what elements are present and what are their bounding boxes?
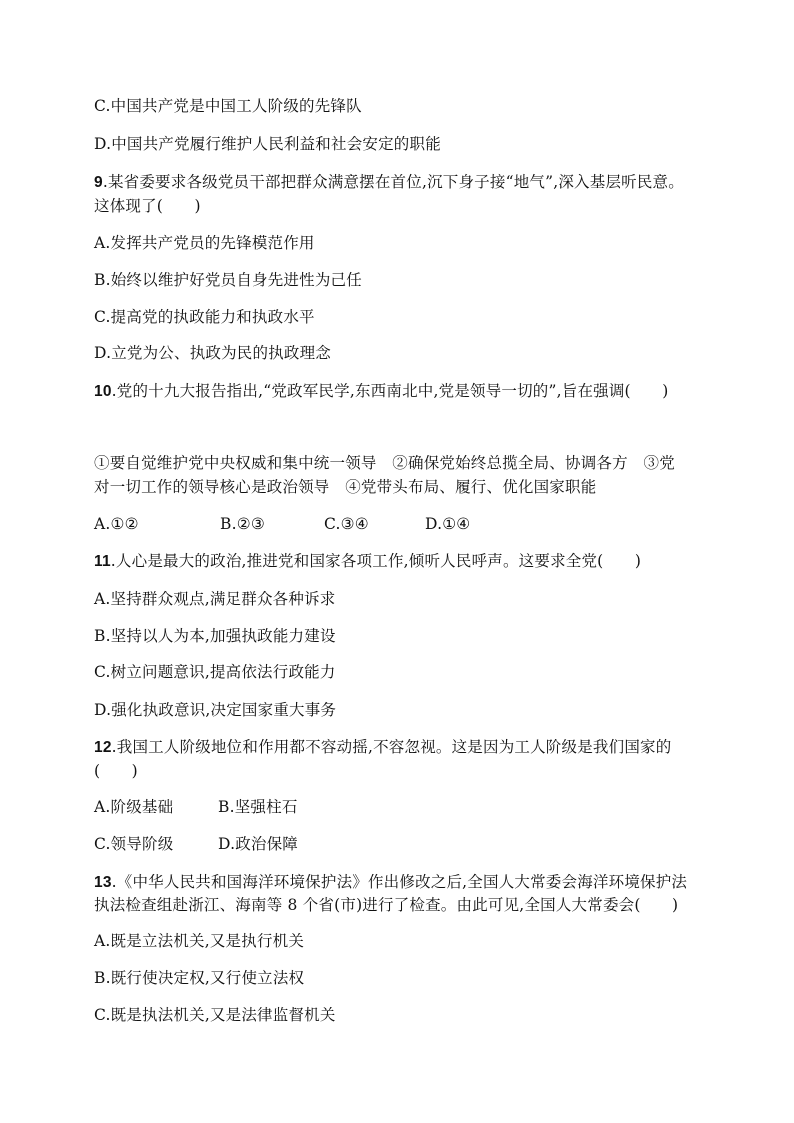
question-12-options-row1 xyxy=(94,797,298,817)
question-12-stem-line2: ( ) xyxy=(94,762,138,780)
question-10-option-d: D.①④ xyxy=(425,515,471,533)
question-12-option-d: D.政治保障 xyxy=(218,835,299,853)
question-12-option-b: B.坚强柱石 xyxy=(218,798,298,816)
question-12-stem-line1: .我国工人阶级地位和作用都不容动摇,不容忽视。这是因为工人阶级是我们国家的 xyxy=(111,738,672,756)
question-11-option-d: D.强化执政意识,决定国家重大事务 xyxy=(94,701,337,719)
question-9-stem-line1: .某省委要求各级党员干部把群众满意摆在首位,沉下身子接“地气”,深入基层听民意。 xyxy=(102,173,684,191)
question-10-option-b: B.②③ xyxy=(220,515,265,533)
question-13-stem-line1: .《中华人民共和国海洋环境保护法》作出修改之后,全国人大常委会海洋环境保护法 xyxy=(111,873,688,891)
question-9-stem-line2: 这体现了( ) xyxy=(94,197,201,215)
question-11-option-b: B.坚持以人为本,加强执政能力建设 xyxy=(94,627,336,645)
question-10-items-line1: ①要自觉维护党中央权威和集中统一领导 ②确保党始终总揽全局、协调各方 ③党 xyxy=(94,454,675,472)
question-9-number: 9 xyxy=(94,174,103,191)
question-13-option-a: A.既是立法机关,又是执行机关 xyxy=(94,932,305,950)
question-11-option-c: C.树立问题意识,提高依法行政能力 xyxy=(94,663,336,681)
question-10-stem xyxy=(94,381,668,402)
question-11-option-a: A.坚持群众观点,满足群众各种诉求 xyxy=(94,590,336,608)
question-9-stem xyxy=(94,172,684,193)
question-12-options-row2 xyxy=(94,834,298,854)
question-12-number: 12 xyxy=(94,739,112,756)
question-11-number: 11 xyxy=(94,553,111,570)
question-10-options xyxy=(94,514,470,534)
question-9-option-b: B.始终以维护好党员自身先进性为己任 xyxy=(94,271,362,289)
question-9-option-c: C.提高党的执政能力和执政水平 xyxy=(94,308,315,326)
question-11-stem-text: .人心是最大的政治,推进党和国家各项工作,倾听人民呼声。这要求全党( ) xyxy=(110,552,642,570)
question-13-option-c: C.既是执法机关,又是法律监督机关 xyxy=(94,1006,336,1024)
question-13-number: 13 xyxy=(94,874,112,891)
question-10-number: 10 xyxy=(94,383,112,400)
question-12-option-c: C.领导阶级 xyxy=(94,835,174,853)
question-10-items-line2: 对一切工作的领导核心是政治领导 ④党带头布局、履行、优化国家职能 xyxy=(94,478,597,496)
question-13-stem-line2: 执法检查组赴浙江、海南等 8 个省(市)进行了检查。由此可见,全国人大常委会( ) xyxy=(94,896,679,914)
option-d-prev: D.中国共产党履行维护人民利益和社会安定的职能 xyxy=(94,135,441,153)
question-10-option-c: C.③④ xyxy=(324,515,369,533)
question-13-stem xyxy=(94,872,687,893)
question-9-option-a: A.发挥共产党员的先锋模范作用 xyxy=(94,234,315,252)
question-12-option-a: A.阶级基础 xyxy=(94,798,174,816)
question-10-option-a: A.①② xyxy=(94,515,139,533)
option-c-prev: C.中国共产党是中国工人阶级的先锋队 xyxy=(94,97,362,115)
question-9-option-d: D.立党为公、执政为民的执政理念 xyxy=(94,344,332,362)
question-13-option-b: B.既行使决定权,又行使立法权 xyxy=(94,969,305,987)
question-11-stem xyxy=(94,551,641,572)
question-12-stem xyxy=(94,737,671,758)
question-10-stem-text: .党的十九大报告指出,“党政军民学,东西南北中,党是领导一切的”,旨在强调( ) xyxy=(111,382,669,400)
